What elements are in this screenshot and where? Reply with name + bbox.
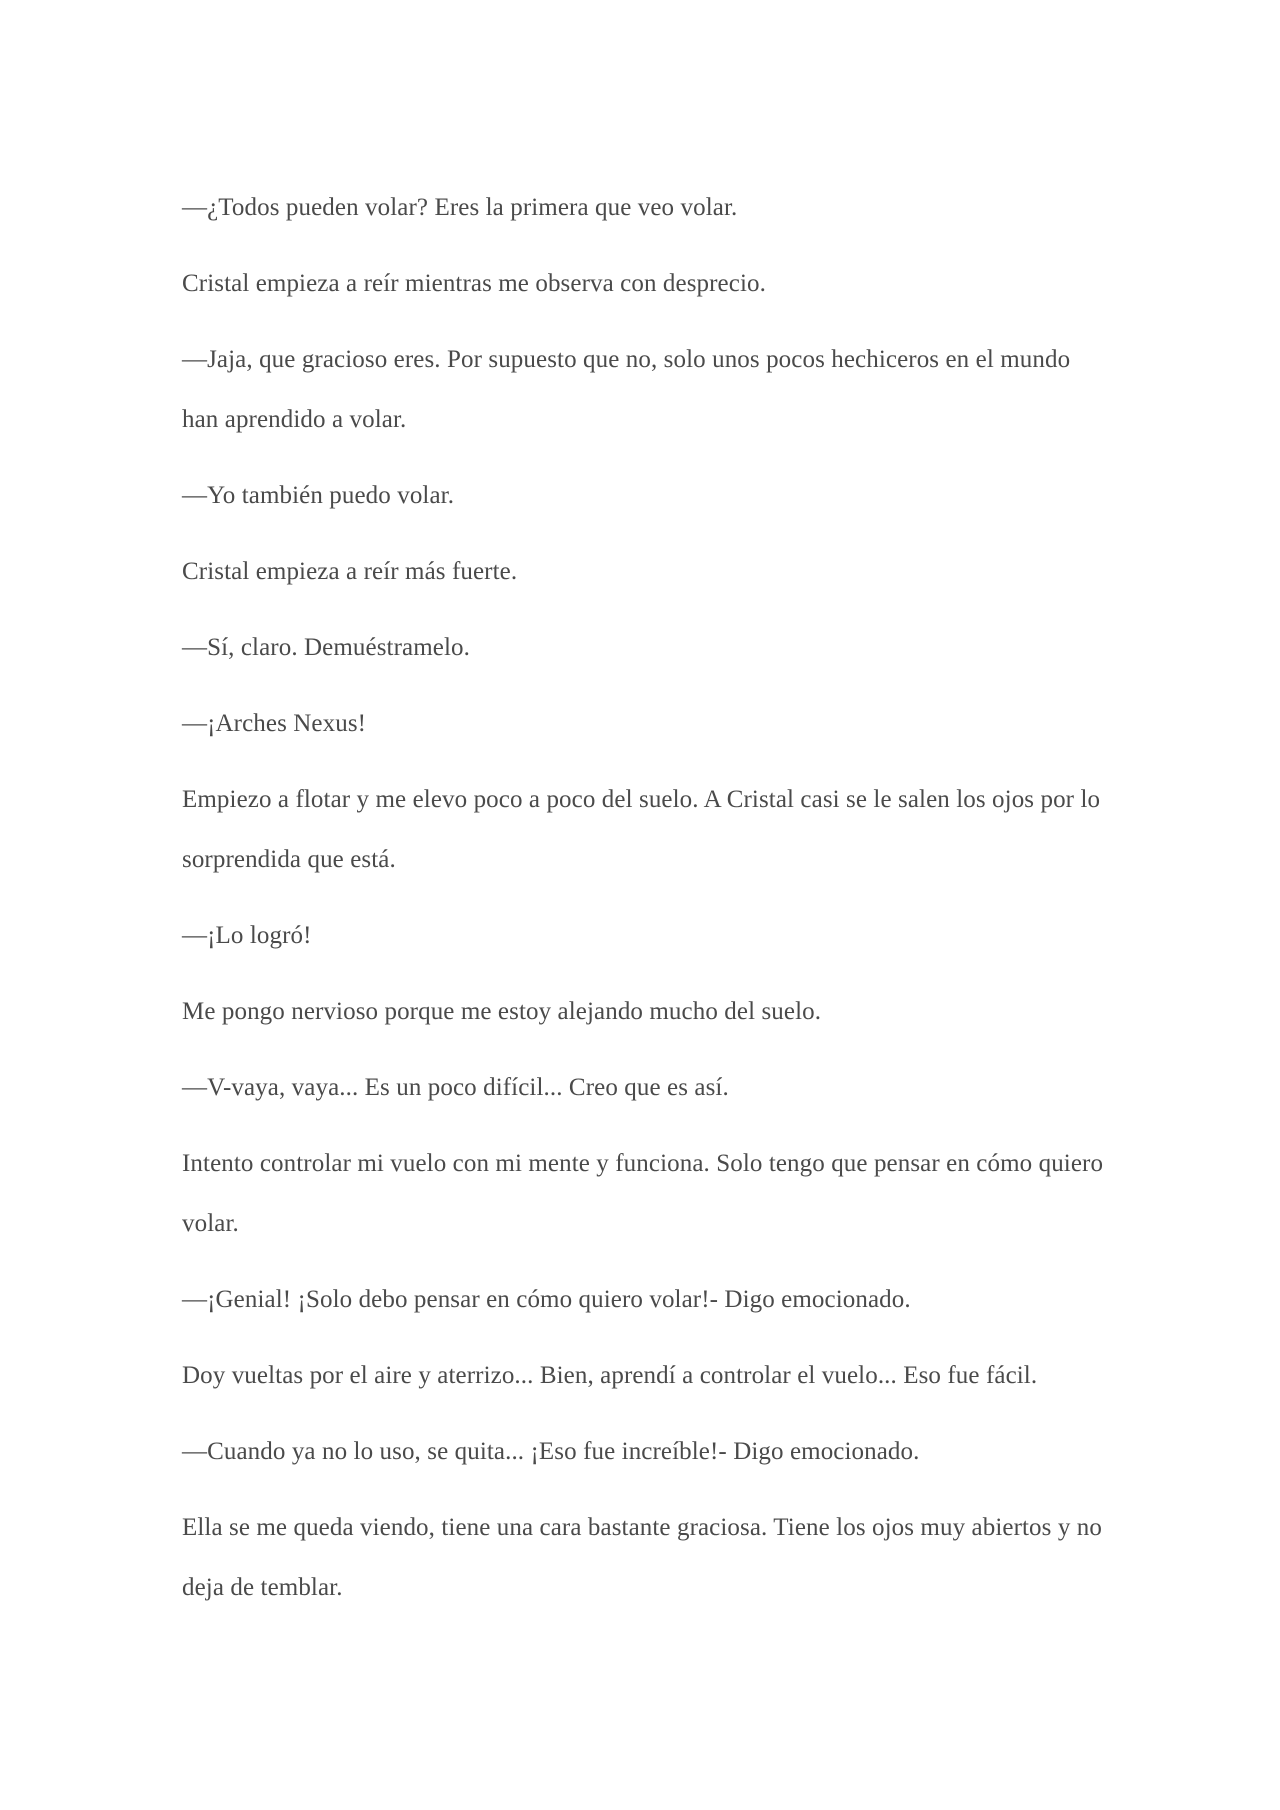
body-text xyxy=(182,178,1112,1634)
paragraph: Doy vueltas por el aire y aterrizo... Bien, aprendí a controlar el vuelo... Eso fue fácil. xyxy=(182,1362,1038,1389)
paragraph: —¡Genial! ¡Solo debo pensar en cómo quiero volar!- Digo emocionado. xyxy=(182,1286,911,1313)
paragraph: Empiezo a flotar y me elevo poco a poco del suelo. A Cristal casi se le salen los ojos por lo sorprendida que está. xyxy=(182,786,1101,873)
paragraph: —¡Arches Nexus! xyxy=(182,710,367,737)
paragraph: Intento controlar mi vuelo con mi mente y funciona. Solo tengo que pensar en cómo quiero volar. xyxy=(182,1150,1104,1237)
paragraph: —¡Lo logró! xyxy=(182,922,312,949)
paragraph: Ella se me queda viendo, tiene una cara bastante graciosa. Tiene los ojos muy abiertos y no deja de temblar. xyxy=(182,1514,1102,1601)
paragraph: —V-vaya, vaya... Es un poco difícil... Creo que es así. xyxy=(182,1074,729,1101)
paragraph: Cristal empieza a reír más fuerte. xyxy=(182,558,518,585)
paragraph: —Sí, claro. Demuéstramelo. xyxy=(182,634,470,661)
paragraph: —¿Todos pueden volar? Eres la primera que veo volar. xyxy=(182,194,738,221)
paragraph: Me pongo nervioso porque me estoy alejando mucho del suelo. xyxy=(182,998,822,1025)
paragraph: —Jaja, que gracioso eres. Por supuesto que no, solo unos pocos hechiceros en el mundo han aprendido a volar. xyxy=(182,346,1071,433)
paragraph: —Cuando ya no lo uso, se quita... ¡Eso fue increíble!- Digo emocionado. xyxy=(182,1438,920,1465)
paragraph: Cristal empieza a reír mientras me observa con desprecio. xyxy=(182,270,766,297)
paragraph: —Yo también puedo volar. xyxy=(182,482,455,509)
